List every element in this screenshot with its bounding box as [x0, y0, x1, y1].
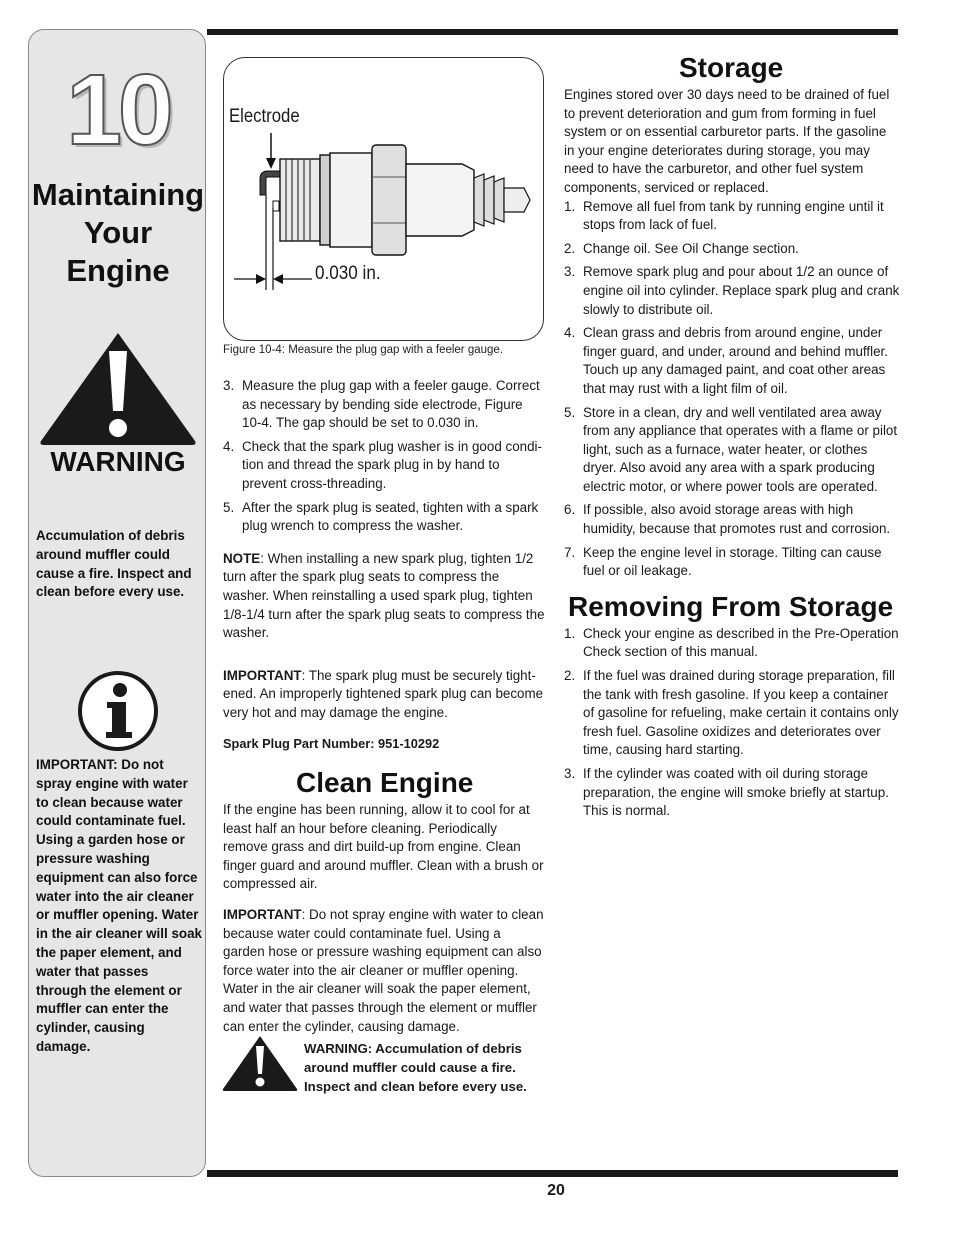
middle-column: [223, 377, 545, 1036]
electrode-label: Electrode: [229, 106, 300, 127]
storage-intro: Engines stored over 30 days need to be drained of fuel to prevent deterioration and gum from forming in fuel system or on essential carburetor parts. If the gasoline in your engine deteriorates during storage, you may need to have the carburetor, and other fuel system components, serviced or replaced.: [564, 87, 890, 195]
list-item: 1. Check your engine as described in the Pre-Operation Check section of this manual.: [564, 625, 899, 660]
top-rule: [207, 29, 898, 35]
clean-engine-heading: Clean Engine: [296, 767, 474, 799]
spark-plug-illustration: [224, 58, 542, 339]
list-item: 2. If the fuel was drained during storage preparation, fill the tank with fresh gasoline. If you keep a container of gasoline for refueling, make certain it contains only fresh fuel. Gasoline oxidizes and deteriorates over time, causing hard starting.: [564, 668, 899, 758]
list-item: 1. Remove all fuel from tank by running engine until it stops from lack of fuel.: [564, 198, 884, 233]
list-item: 4. Check that the spark plug washer is in good condi-tion and thread the spark plug in by hand to prevent cross-threading.: [223, 438, 542, 491]
clean-engine-body: If the engine has been running, allow it to cool for at least half an hour before cleaning. Periodically remove grass and dirt build-up from engine. Clean finger guard and around muffler. Clean with a brush or compressed air.: [223, 802, 544, 892]
sidebar-warning-text: Accumulation of debris around muffler could cause a fire. Inspect and clean before every use.: [36, 528, 192, 600]
figure-spark-plug: [223, 57, 544, 341]
list-item: 3. If the cylinder was coated with oil during storage preparation, the engine will smoke briefly at startup. This is normal.: [564, 766, 889, 819]
clean-engine-warning: WARNING: Accumulation of debris around muffler could cause a fire. Inspect and clean before every use.: [304, 1041, 527, 1094]
warning-triangle-icon: [222, 1034, 298, 1092]
spark-plug-steps: [223, 377, 545, 536]
warning-label: WARNING: [50, 446, 186, 477]
gap-label: 0.030 in.: [315, 263, 381, 284]
page-number: 20: [547, 1182, 565, 1199]
note-paragraph: NOTE: When installing a new spark plug, tighten 1/2 turn after the spark plug seats to compress the washer. When reinstalling a used spark plug, tighten 1/8-1/4 turn after the spark plug seats to compress the washer.: [223, 550, 545, 641]
list-item: 7. Keep the engine level in storage. Tilting can cause fuel or oil leakage.: [564, 544, 882, 579]
list-item: 6. If possible, also avoid storage areas with high humidity, because that promotes rust and corrosion.: [564, 502, 891, 537]
chapter-title-line: Maintaining: [31, 177, 205, 212]
important-paragraph: IMPORTANT: The spark plug must be securely tight-ened. An improperly tightened spark plug can become very hot and may damage the engine.: [223, 667, 544, 720]
removing-storage-steps: [564, 625, 900, 821]
storage-heading: Storage: [679, 52, 784, 83]
list-item: 5. After the spark plug is seated, tighten with a spark plug wrench to compress the washer.: [223, 499, 539, 534]
chapter-sidebar: [28, 29, 206, 1177]
list-item: 3. Remove spark plug and pour about 1/2 an ounce of engine oil into cylinder. Replace spark plug and crank slowly to distribute oil.: [564, 264, 900, 317]
list-item: 3. Measure the plug gap with a feeler gauge. Correct as necessary by bending side electrode, Figure 10-4. The gap should be set to 0.030 in.: [223, 378, 540, 431]
figure-caption: Figure 10-4: Measure the plug gap with a feeler gauge.: [223, 344, 504, 356]
chapter-number: 10: [66, 54, 170, 166]
list-item: 5. Store in a clean, dry and well ventilated area away from any appliance that operates with a flame or pilot light, such as a furnace, water heater, or clothes dryer. Also avoid any area with a spark producing electric motor, or where power tools are operated.: [564, 404, 898, 494]
info-icon: [77, 670, 159, 752]
list-item: 2. Change oil. See Oil Change section.: [564, 240, 799, 256]
removing-storage-heading: Removing From Storage: [568, 590, 894, 622]
part-number: Spark Plug Part Number: 951-10292: [223, 735, 440, 751]
warning-triangle-icon: [37, 329, 199, 447]
storage-steps: [564, 198, 900, 581]
bottom-rule: [207, 1170, 898, 1177]
chapter-title-line: Your: [83, 215, 153, 250]
clean-engine-important: IMPORTANT: Do not spray engine with water to clean because water could contaminate fuel. Using a garden hose or pressure washing equipment can also force water into the air cleaner or muffler opening. Water in the air cleaner will soak the paper element, and water that passes through the element or muffler can enter the cylinder, causing damage.: [223, 907, 544, 1034]
list-item: 4. Clean grass and debris from around engine, under finger guard, and under, around and behind muffler. Touch up any damaged paint, and coat other areas that may rust with a light film of oil.: [564, 325, 888, 396]
chapter-title-line: Engine: [66, 253, 170, 288]
chapter-title: [29, 176, 207, 290]
right-column: [564, 52, 900, 826]
sidebar-important-text: IMPORTANT: Do not spray engine with water to clean because water could contaminate fuel. Using a garden hose or pressure washing equipment can also force water into the air cleaner or muffler opening. Water in the air cleaner will soak the paper element, and water that passes through the element or muffler can enter the cylinder, causing damage.: [36, 757, 202, 1054]
